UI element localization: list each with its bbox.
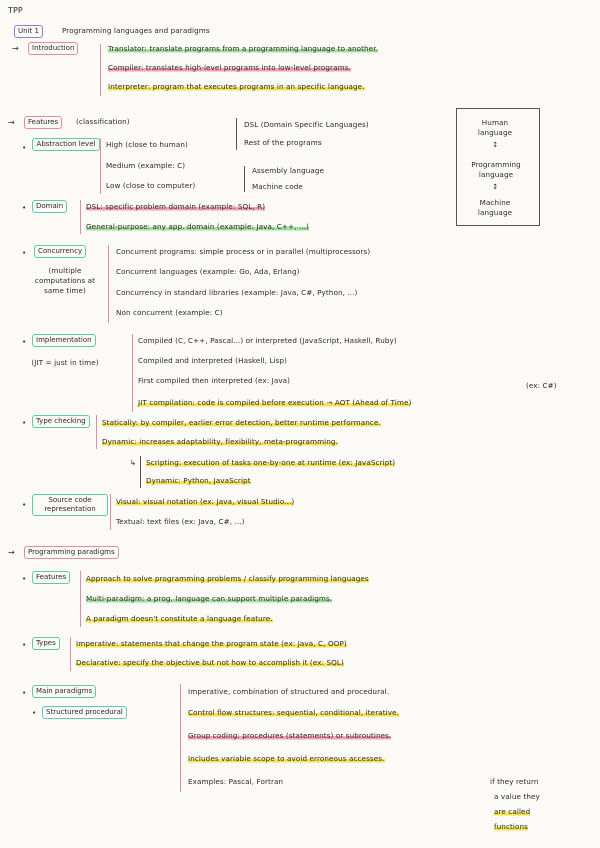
arrow-icon: → — [12, 44, 19, 53]
implementation-bracket — [132, 334, 133, 412]
bullet: • — [22, 337, 27, 346]
intro-line: Compiler: translates high-level programs into low-level programs. — [108, 63, 351, 72]
asm-note: Assembly language — [252, 166, 325, 175]
high-bracket — [236, 118, 237, 150]
implementation-line: Compiled and interpreted (Haskell, Lisp) — [138, 356, 288, 365]
structured-line: Examples: Pascal, Fortran — [188, 777, 284, 786]
structured-bracket — [180, 684, 181, 792]
source-bracket — [110, 494, 111, 530]
concurrency-tag: Concurrency — [34, 245, 86, 258]
arrow-updown-icon: ↕ — [492, 182, 499, 191]
features-tag: Features — [24, 116, 62, 129]
intro-bracket — [100, 44, 101, 96]
page-header: TPP — [8, 6, 23, 15]
implementation-note: (JIT = just in time) — [31, 358, 99, 367]
abstraction-tag: Abstraction level — [32, 138, 100, 151]
corner-arrow-icon: ↳ — [130, 458, 137, 467]
types-tag: Types — [32, 637, 60, 650]
paradigm-features-bracket — [80, 571, 81, 627]
paradigm-feature-line: Approach to solve programming problems / classify programming languages — [86, 574, 369, 583]
machine-note: Machine code — [252, 182, 303, 191]
bullet: • — [22, 418, 27, 427]
domain-tag: Domain — [32, 200, 67, 213]
side-box-item: Programming language — [471, 160, 521, 179]
arrow-updown-icon: ↕ — [492, 140, 499, 149]
arrow-icon: → — [8, 118, 15, 127]
concurrency-note: (multiple computations at same time) — [34, 266, 96, 295]
implementation-line: JIT compilation: code is compiled before execution → AOT (Ahead of Time) — [138, 398, 412, 407]
implementation-line: First compiled then interpreted (ex: Java) — [138, 376, 291, 385]
source-line: Textual: text files (ex: Java, C#, ...) — [116, 517, 245, 526]
paradigms-tag: Programming paradigms — [24, 546, 119, 559]
implementation-aside: (ex: C#) — [526, 381, 557, 390]
margin-note-line: if they return — [490, 777, 539, 786]
abstraction-line: Medium (example: C) — [106, 161, 186, 170]
margin-note-line: are called — [494, 807, 531, 816]
unit-title: Programming languages and paradigms — [62, 26, 210, 35]
scripting-bracket — [140, 456, 141, 488]
concurrency-bracket — [108, 245, 109, 323]
paradigm-features-tag: Features — [32, 571, 70, 584]
typechecking-line: Scripting: execution of tasks one-by-one at runtime (ex: JavaScript) — [146, 458, 396, 467]
abstraction-line: High (close to human) — [106, 140, 188, 149]
bullet: • — [22, 248, 27, 257]
bullet: • — [22, 574, 27, 583]
structured-line: Group coding: procedures (statements) or subroutines. — [188, 731, 392, 740]
typechecking-bracket — [96, 415, 97, 449]
bullet: • — [22, 640, 27, 649]
structured-line: Imperative, combination of structured and procedural. — [188, 687, 390, 696]
intro-tag: Introduction — [28, 42, 78, 55]
types-line: Imperative: statements that change the program state (ex: Java, C, OOP) — [76, 639, 347, 648]
structured-line: Includes variable scope to avoid erroneous accesses. — [188, 754, 385, 763]
side-box-item: Machine language — [477, 198, 513, 217]
bullet: • — [22, 143, 27, 152]
typechecking-line: Dynamic: increases adaptability, flexibility, meta-programming. — [102, 437, 338, 446]
concurrency-line: Concurrency in standard libraries (example: Java, C#, Python, ...) — [116, 288, 358, 297]
margin-note-line: a value they — [494, 792, 540, 801]
dsl-note: DSL (Domain Specific Languages) — [244, 120, 369, 129]
domain-line: General-purpose: any app. domain (example: Java, C++, ...) — [86, 222, 309, 231]
types-line: Declarative: specify the objective but not how to accomplish it (ex: SQL) — [76, 658, 344, 667]
domain-line: DSL: specific problem domain (example: SQL, R) — [86, 202, 266, 211]
main-paradigms-tag: Main paradigms — [32, 685, 96, 698]
abstraction-line: Low (close to computer) — [106, 181, 196, 190]
bullet: • — [22, 500, 27, 509]
source-tag: Source code representation — [32, 494, 108, 516]
concurrency-line: Concurrent programs: simple process or in parallel (multiprocessors) — [116, 247, 371, 256]
abstraction-bracket — [100, 138, 101, 194]
implementation-tag: Implementation — [32, 334, 96, 347]
paradigm-feature-line: A paradigm doesn't constitute a language feature. — [86, 614, 273, 623]
side-box-item: Human language — [477, 118, 513, 137]
structured-tag: Structured procedural — [42, 706, 127, 719]
structured-line: Control flow structures: sequential, conditional, iterative. — [188, 708, 400, 717]
domain-bracket — [80, 200, 81, 234]
intro-line: Interpreter: program that executes programs in an specific language. — [108, 82, 365, 91]
source-line: Visual: visual notation (ex: Java, visual Studio...) — [116, 497, 295, 506]
types-bracket — [70, 637, 71, 671]
low-bracket — [244, 166, 245, 192]
arrow-icon: → — [8, 548, 15, 557]
bullet: • — [22, 203, 27, 212]
concurrency-line: Concurrent languages (example: Go, Ada, Erlang) — [116, 267, 300, 276]
bullet: • — [32, 708, 37, 717]
features-sub: (classification) — [76, 117, 130, 126]
typechecking-line: Dynamic: Python, JavaScript — [146, 476, 251, 485]
intro-line: Translator: translate programs from a programming language to another. — [108, 44, 379, 53]
rest-note: Rest of the programs — [244, 138, 322, 147]
paradigm-feature-line: Multi-paradigm: a prog. language can support multiple paradigms. — [86, 594, 333, 603]
implementation-line: Compiled (C, C++, Pascal...) or interpreted (JavaScript, Haskell, Ruby) — [138, 336, 397, 345]
typechecking-tag: Type checking — [32, 415, 90, 428]
concurrency-line: Non concurrent (example: C) — [116, 308, 223, 317]
bullet: • — [22, 688, 27, 697]
unit-tag: Unit 1 — [14, 25, 43, 38]
typechecking-line: Statically: by compiler, earlier error detection, better runtime performance. — [102, 418, 381, 427]
margin-note-line: functions — [494, 822, 529, 831]
